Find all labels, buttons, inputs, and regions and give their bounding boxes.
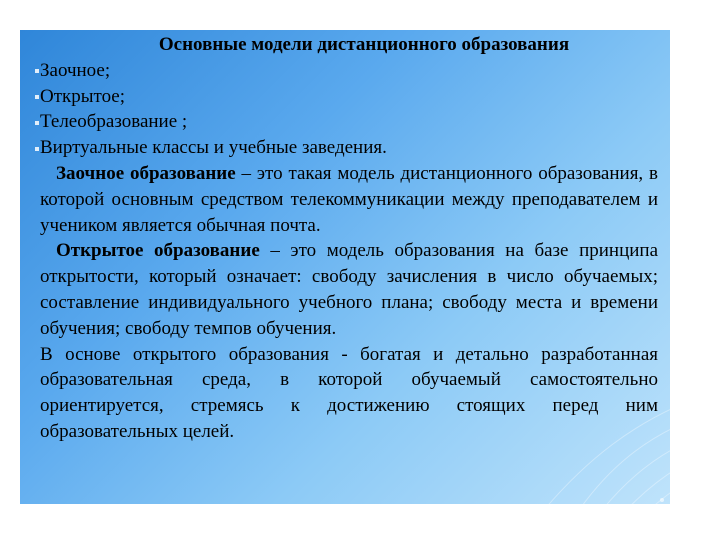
paragraph-basis: В основе открытого образования - богатая и детально разработанная образовательная среда, в которой обучаемый самостоятельно ориентируется, стремясь к достижению стоящих перед ним образовательных целей. bbox=[40, 343, 658, 442]
list-item-label: Телеобразование ; bbox=[40, 111, 188, 133]
term-open: Открытое образование bbox=[56, 240, 260, 262]
list-item bbox=[40, 135, 658, 161]
bullet-icon bbox=[35, 95, 39, 99]
slide-content bbox=[40, 32, 658, 445]
model-list bbox=[40, 58, 658, 161]
list-item bbox=[40, 109, 658, 135]
term-correspondence: Заочное образование bbox=[56, 162, 236, 184]
paragraph-text: – это модель образования на базе принципа открытости, который означает: свободу зачисления в число обучаемых; составление индивидуального учебного плана; свободу места и времени обучения; свободу темпов обучения. bbox=[40, 240, 659, 339]
list-item-label: Заочное; bbox=[40, 59, 111, 81]
list-item bbox=[40, 58, 658, 84]
list-item-label: Открытое; bbox=[40, 85, 126, 107]
list-item-label: Виртуальные классы и учебные заведения. bbox=[40, 137, 387, 159]
paragraph-text: – это такая модель дистанционного образования, в которой основным средством телекоммуникации между преподавателем и учеником является обычная почта. bbox=[40, 162, 659, 236]
bullet-icon bbox=[35, 147, 39, 151]
bullet-icon bbox=[35, 121, 39, 125]
list-item bbox=[40, 84, 658, 110]
bullet-icon bbox=[35, 69, 39, 73]
slide-title: Основные модели дистанционного образования bbox=[158, 34, 570, 55]
paragraph-correspondence bbox=[40, 161, 658, 238]
paragraph-open bbox=[40, 238, 658, 341]
